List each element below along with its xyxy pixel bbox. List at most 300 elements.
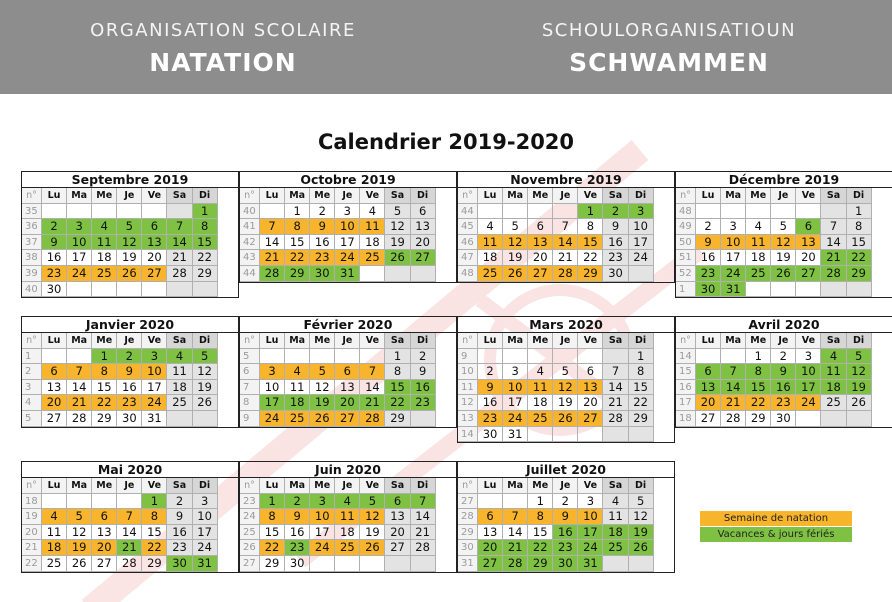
week-row <box>458 349 674 365</box>
weekday-header: Ma <box>67 333 92 349</box>
day-cell: 4 <box>821 349 846 365</box>
weekday-header: Lu <box>260 333 285 349</box>
day-cell: 31 <box>335 266 360 282</box>
day-cell <box>260 349 285 365</box>
legend-holidays: Vacances & jours fériés <box>700 527 852 542</box>
week-number: 43 <box>240 250 260 266</box>
month-calendar <box>239 171 457 283</box>
day-cell: 5 <box>847 349 872 365</box>
day-cell: 22 <box>578 250 603 266</box>
day-cell: 20 <box>335 395 360 411</box>
day-cell: 9 <box>42 235 67 251</box>
week-number: 48 <box>458 266 478 282</box>
week-number: 49 <box>676 219 696 235</box>
day-cell <box>603 556 628 572</box>
day-cell: 9 <box>167 509 192 525</box>
day-cell <box>310 556 335 572</box>
weekday-header: Me <box>310 478 335 494</box>
day-cell <box>528 204 553 220</box>
week-number: 19 <box>22 509 42 525</box>
weekday-header-row <box>458 478 674 494</box>
day-cell: 8 <box>260 509 285 525</box>
day-cell <box>821 411 846 427</box>
week-row <box>240 204 456 220</box>
day-cell: 22 <box>847 250 872 266</box>
weekday-header: Di <box>629 188 654 204</box>
week-number: 48 <box>676 204 696 220</box>
week-number: 18 <box>676 411 696 427</box>
day-cell: 11 <box>285 380 310 396</box>
day-cell: 4 <box>285 364 310 380</box>
week-row <box>22 411 238 427</box>
week-row <box>458 509 674 525</box>
week-row <box>22 540 238 556</box>
day-cell: 15 <box>847 235 872 251</box>
day-cell: 28 <box>821 266 846 282</box>
day-cell: 24 <box>721 266 746 282</box>
day-cell: 22 <box>528 540 553 556</box>
day-cell: 15 <box>528 525 553 541</box>
day-cell: 24 <box>578 540 603 556</box>
day-cell: 31 <box>142 411 167 427</box>
week-number: 20 <box>22 525 42 541</box>
day-cell: 17 <box>193 525 218 541</box>
week-number: 15 <box>676 364 696 380</box>
week-row <box>676 282 892 298</box>
day-cell: 15 <box>385 380 410 396</box>
week-row <box>22 364 238 380</box>
day-cell: 27 <box>42 411 67 427</box>
week-row <box>676 219 892 235</box>
day-cell <box>335 349 360 365</box>
day-cell: 26 <box>67 556 92 572</box>
day-cell <box>721 204 746 220</box>
day-cell: 21 <box>117 540 142 556</box>
week-number: 41 <box>240 219 260 235</box>
week-number: 29 <box>458 525 478 541</box>
day-cell <box>746 204 771 220</box>
day-cell: 24 <box>310 540 335 556</box>
weekday-header: Je <box>553 333 578 349</box>
weekday-header: Sa <box>821 188 846 204</box>
day-cell: 30 <box>478 427 503 443</box>
week-number: 12 <box>458 395 478 411</box>
day-cell: 26 <box>629 540 654 556</box>
weekday-header: Ma <box>67 188 92 204</box>
day-cell: 25 <box>335 540 360 556</box>
day-cell: 18 <box>167 380 192 396</box>
weekday-header: Sa <box>821 333 846 349</box>
week-row <box>22 494 238 510</box>
day-cell: 15 <box>746 380 771 396</box>
day-cell: 28 <box>721 411 746 427</box>
day-cell <box>385 266 410 282</box>
week-number: 46 <box>458 235 478 251</box>
day-cell: 2 <box>603 204 628 220</box>
weekday-header: Me <box>746 188 771 204</box>
day-cell: 3 <box>67 219 92 235</box>
day-cell: 21 <box>67 395 92 411</box>
day-cell <box>553 204 578 220</box>
day-cell: 29 <box>746 411 771 427</box>
day-cell: 11 <box>478 235 503 251</box>
month-calendar <box>457 171 675 283</box>
day-cell <box>696 349 721 365</box>
day-cell: 1 <box>285 204 310 220</box>
week-number: 16 <box>676 380 696 396</box>
weekday-header: Di <box>411 478 436 494</box>
day-cell: 23 <box>310 250 335 266</box>
day-cell: 17 <box>142 380 167 396</box>
month-title: Novembre 2019 <box>458 172 674 188</box>
day-cell: 26 <box>310 411 335 427</box>
day-cell: 28 <box>167 266 192 282</box>
weekday-header: Me <box>310 188 335 204</box>
week-number: 11 <box>458 380 478 396</box>
day-cell: 4 <box>528 364 553 380</box>
weekday-header-row <box>458 333 674 349</box>
day-cell: 6 <box>42 364 67 380</box>
week-number: 36 <box>22 219 42 235</box>
day-cell <box>67 494 92 510</box>
day-cell: 11 <box>167 364 192 380</box>
day-cell: 26 <box>553 411 578 427</box>
day-cell: 23 <box>696 266 721 282</box>
day-cell: 15 <box>578 235 603 251</box>
weekday-header: Je <box>117 333 142 349</box>
day-cell <box>92 494 117 510</box>
day-cell: 17 <box>796 380 821 396</box>
weekday-header: Di <box>847 333 872 349</box>
day-cell: 17 <box>310 525 335 541</box>
day-cell: 14 <box>553 235 578 251</box>
day-cell: 2 <box>42 219 67 235</box>
month-calendar <box>457 316 675 443</box>
day-cell: 22 <box>92 395 117 411</box>
day-cell: 13 <box>478 525 503 541</box>
week-row <box>458 250 674 266</box>
day-cell: 14 <box>117 525 142 541</box>
week-row <box>240 525 456 541</box>
day-cell: 27 <box>335 411 360 427</box>
month-calendar <box>21 316 239 428</box>
week-row <box>22 525 238 541</box>
weekday-header: Sa <box>385 333 410 349</box>
day-cell: 15 <box>193 235 218 251</box>
day-cell: 10 <box>578 509 603 525</box>
week-number: 9 <box>458 349 478 365</box>
day-cell: 8 <box>746 364 771 380</box>
weekday-header: Di <box>193 478 218 494</box>
weekday-header: Ve <box>142 333 167 349</box>
week-number: 18 <box>22 494 42 510</box>
week-number: 5 <box>22 411 42 427</box>
day-cell: 13 <box>142 235 167 251</box>
week-row <box>240 509 456 525</box>
weekday-header: Ve <box>796 188 821 204</box>
day-cell <box>67 349 92 365</box>
day-cell <box>578 349 603 365</box>
day-cell: 30 <box>117 411 142 427</box>
day-cell: 31 <box>578 556 603 572</box>
week-number-header: n° <box>22 478 42 494</box>
week-row <box>676 266 892 282</box>
day-cell: 12 <box>360 509 385 525</box>
day-cell <box>796 204 821 220</box>
weekday-header: Me <box>92 188 117 204</box>
day-cell <box>478 204 503 220</box>
day-cell: 12 <box>553 380 578 396</box>
weekday-header: Ve <box>360 478 385 494</box>
day-cell: 14 <box>360 380 385 396</box>
page-title: Calendrier 2019-2020 <box>317 130 575 154</box>
day-cell: 19 <box>67 540 92 556</box>
day-cell: 31 <box>721 282 746 298</box>
day-cell: 13 <box>796 235 821 251</box>
week-row <box>458 395 674 411</box>
day-cell: 26 <box>385 250 410 266</box>
weekday-header-row <box>240 188 456 204</box>
day-cell: 15 <box>92 380 117 396</box>
day-cell: 13 <box>696 380 721 396</box>
day-cell: 30 <box>167 556 192 572</box>
day-cell <box>478 349 503 365</box>
week-number-header: n° <box>458 478 478 494</box>
week-row <box>22 282 238 298</box>
day-cell: 7 <box>721 364 746 380</box>
weekday-header: Sa <box>167 333 192 349</box>
week-number: 8 <box>240 395 260 411</box>
week-number: 3 <box>22 380 42 396</box>
day-cell: 23 <box>411 395 436 411</box>
week-number: 1 <box>676 282 696 298</box>
day-cell: 20 <box>385 525 410 541</box>
weekday-header: Sa <box>603 333 628 349</box>
day-cell: 29 <box>92 411 117 427</box>
weekday-header: Lu <box>42 333 67 349</box>
weekday-header: Me <box>92 478 117 494</box>
day-cell: 4 <box>335 494 360 510</box>
day-cell <box>503 204 528 220</box>
day-cell: 23 <box>478 411 503 427</box>
header-right-title: SCHWAMMEN <box>569 48 769 77</box>
weekday-header: Ve <box>360 188 385 204</box>
day-cell <box>117 204 142 220</box>
weekday-header-row <box>676 188 892 204</box>
day-cell <box>360 556 385 572</box>
day-cell: 27 <box>385 540 410 556</box>
day-cell: 28 <box>553 266 578 282</box>
day-cell: 24 <box>142 395 167 411</box>
day-cell: 14 <box>411 509 436 525</box>
day-cell: 7 <box>411 494 436 510</box>
week-number: 40 <box>22 282 42 298</box>
day-cell: 9 <box>411 364 436 380</box>
legend-swimming-week: Semaine de natation <box>700 511 852 526</box>
day-cell <box>578 427 603 443</box>
day-cell: 16 <box>411 380 436 396</box>
week-row <box>676 411 892 427</box>
week-row <box>22 380 238 396</box>
day-cell: 9 <box>117 364 142 380</box>
day-cell: 4 <box>92 219 117 235</box>
week-row <box>240 219 456 235</box>
day-cell: 25 <box>603 540 628 556</box>
day-cell: 13 <box>528 235 553 251</box>
day-cell: 25 <box>42 556 67 572</box>
month-title: Juin 2020 <box>240 462 456 478</box>
weekday-header: Je <box>553 188 578 204</box>
day-cell: 16 <box>167 525 192 541</box>
day-cell <box>528 349 553 365</box>
day-cell <box>92 204 117 220</box>
day-cell: 16 <box>553 525 578 541</box>
day-cell: 26 <box>771 266 796 282</box>
day-cell: 23 <box>553 540 578 556</box>
day-cell: 7 <box>67 364 92 380</box>
day-cell: 22 <box>142 540 167 556</box>
weekday-header: Ve <box>360 333 385 349</box>
day-cell: 18 <box>42 540 67 556</box>
day-cell: 9 <box>696 235 721 251</box>
day-cell: 28 <box>603 411 628 427</box>
day-cell <box>142 204 167 220</box>
day-cell: 6 <box>92 509 117 525</box>
day-cell: 26 <box>117 266 142 282</box>
day-cell: 28 <box>67 411 92 427</box>
week-number: 44 <box>458 204 478 220</box>
day-cell: 26 <box>193 395 218 411</box>
day-cell: 2 <box>771 349 796 365</box>
day-cell: 30 <box>771 411 796 427</box>
day-cell: 21 <box>503 540 528 556</box>
header-right-subtitle: SCHOULORGANISATIOUN <box>541 20 797 41</box>
day-cell: 8 <box>285 219 310 235</box>
weekday-header: Ma <box>503 333 528 349</box>
day-cell: 30 <box>42 282 67 298</box>
day-cell: 22 <box>260 540 285 556</box>
day-cell: 2 <box>167 494 192 510</box>
day-cell: 14 <box>503 525 528 541</box>
day-cell: 15 <box>285 235 310 251</box>
day-cell: 7 <box>503 509 528 525</box>
day-cell <box>821 282 846 298</box>
weekday-header: Ma <box>285 333 310 349</box>
day-cell: 11 <box>42 525 67 541</box>
day-cell: 3 <box>503 364 528 380</box>
day-cell: 4 <box>360 204 385 220</box>
day-cell: 4 <box>42 509 67 525</box>
day-cell <box>411 556 436 572</box>
week-row <box>22 219 238 235</box>
day-cell: 10 <box>796 364 821 380</box>
day-cell: 21 <box>603 395 628 411</box>
day-cell: 27 <box>92 556 117 572</box>
weekday-header: Ve <box>142 478 167 494</box>
day-cell <box>696 204 721 220</box>
week-row <box>676 250 892 266</box>
day-cell: 16 <box>310 235 335 251</box>
day-cell: 8 <box>92 364 117 380</box>
weekday-header: Je <box>771 188 796 204</box>
week-number: 38 <box>22 250 42 266</box>
day-cell: 11 <box>528 380 553 396</box>
day-cell: 10 <box>67 235 92 251</box>
day-cell: 6 <box>142 219 167 235</box>
day-cell: 14 <box>603 380 628 396</box>
day-cell: 1 <box>193 204 218 220</box>
month-calendar <box>239 461 457 573</box>
day-cell: 28 <box>411 540 436 556</box>
day-cell: 1 <box>260 494 285 510</box>
day-cell: 20 <box>42 395 67 411</box>
day-cell: 30 <box>553 556 578 572</box>
weekday-header: Ve <box>578 188 603 204</box>
day-cell: 27 <box>478 556 503 572</box>
day-cell: 13 <box>92 525 117 541</box>
week-row <box>240 395 456 411</box>
day-cell: 28 <box>503 556 528 572</box>
day-cell: 22 <box>746 395 771 411</box>
week-number: 52 <box>676 266 696 282</box>
week-number: 35 <box>22 204 42 220</box>
day-cell: 24 <box>67 266 92 282</box>
week-number: 40 <box>240 204 260 220</box>
day-cell: 29 <box>847 266 872 282</box>
week-number-header: n° <box>458 188 478 204</box>
week-number: 42 <box>240 235 260 251</box>
weekday-header: Di <box>847 188 872 204</box>
week-number: 44 <box>240 266 260 282</box>
day-cell: 25 <box>528 411 553 427</box>
day-cell <box>771 282 796 298</box>
weekday-header: Ve <box>796 333 821 349</box>
day-cell: 11 <box>92 235 117 251</box>
weekday-header: Me <box>528 333 553 349</box>
day-cell <box>385 556 410 572</box>
weekday-header: Ma <box>721 188 746 204</box>
week-row <box>240 250 456 266</box>
day-cell: 11 <box>335 509 360 525</box>
day-cell <box>603 427 628 443</box>
day-cell: 20 <box>696 395 721 411</box>
day-cell: 16 <box>285 525 310 541</box>
weekday-header: Sa <box>167 188 192 204</box>
day-cell: 30 <box>310 266 335 282</box>
day-cell: 10 <box>721 235 746 251</box>
day-cell: 27 <box>411 250 436 266</box>
weekday-header: Je <box>335 188 360 204</box>
day-cell: 18 <box>528 395 553 411</box>
week-number-header: n° <box>676 333 696 349</box>
day-cell: 12 <box>503 235 528 251</box>
week-number: 7 <box>240 380 260 396</box>
month-title: Septembre 2019 <box>22 172 238 188</box>
day-cell: 15 <box>142 525 167 541</box>
day-cell: 3 <box>796 349 821 365</box>
weekday-header: Me <box>92 333 117 349</box>
day-cell: 10 <box>503 380 528 396</box>
weekday-header: Lu <box>260 478 285 494</box>
weekday-header: Je <box>553 478 578 494</box>
day-cell: 20 <box>92 540 117 556</box>
header-left-title: NATATION <box>149 48 297 77</box>
day-cell: 18 <box>335 525 360 541</box>
day-cell: 6 <box>385 494 410 510</box>
week-row <box>22 266 238 282</box>
week-row <box>458 219 674 235</box>
week-row <box>22 509 238 525</box>
